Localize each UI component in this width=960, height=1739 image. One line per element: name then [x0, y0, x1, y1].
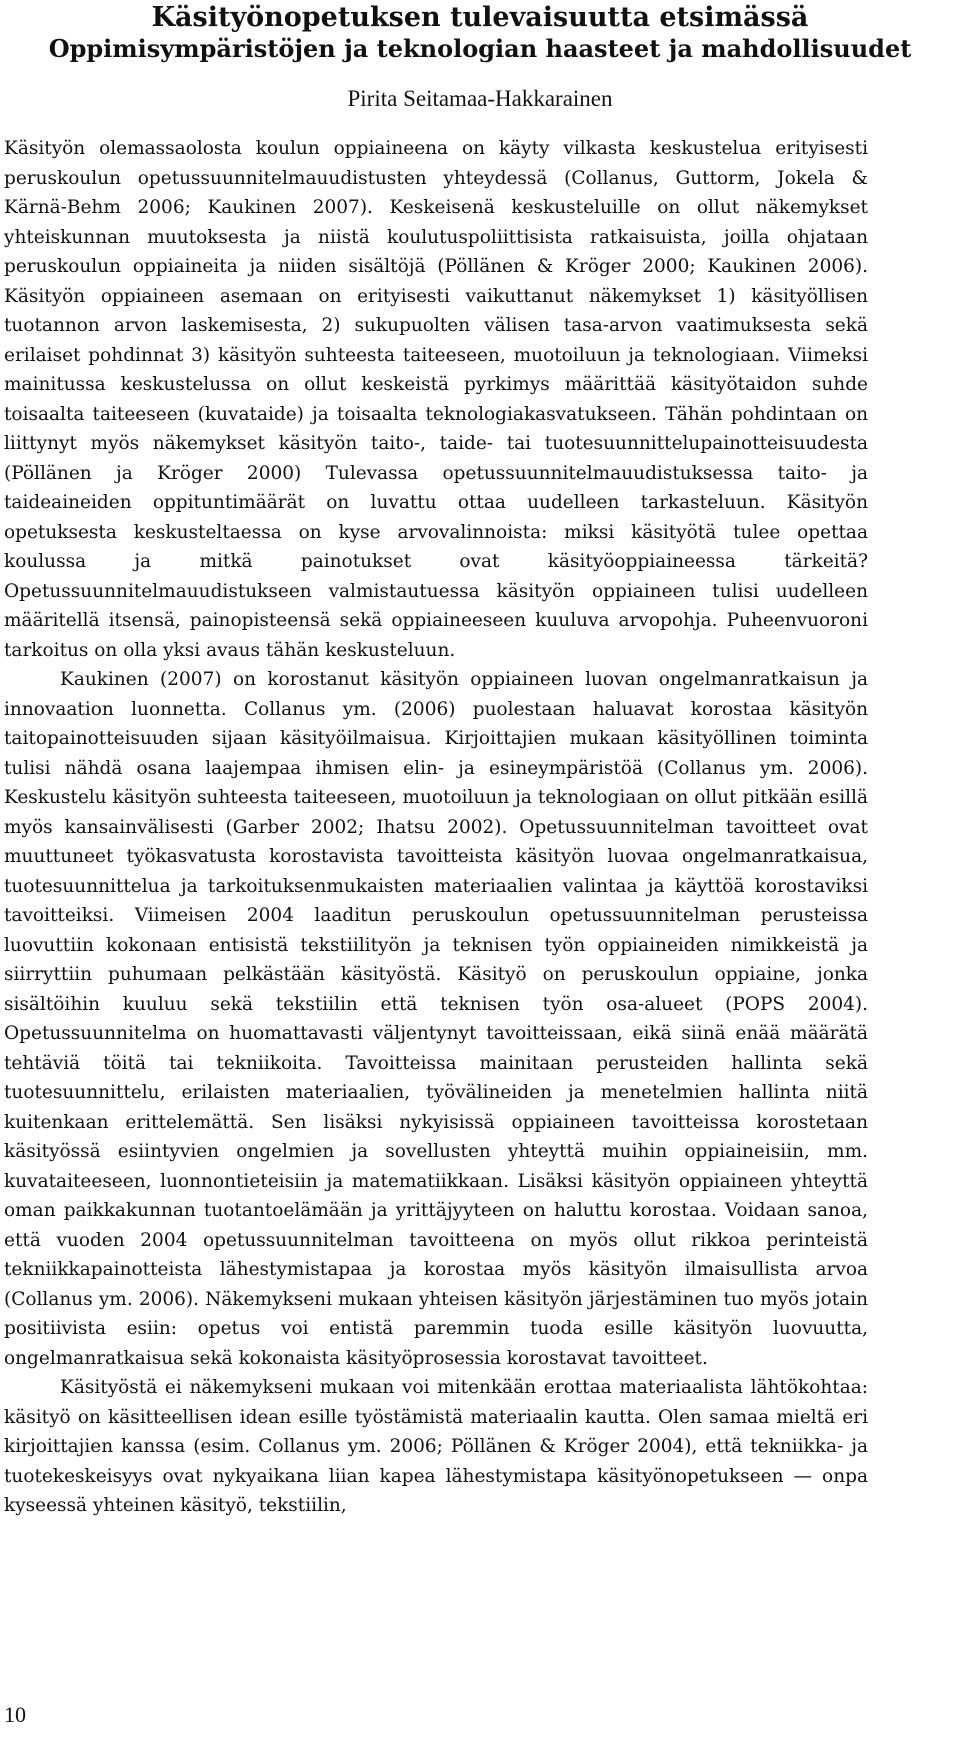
paragraph-2: Kaukinen (2007) on korostanut käsityön oppiaineen luovan ongelmanratkaisun ja innovaation luonnetta. Collanus ym. (2006) puolestaan haluavat korostaa käsityön taitopainotteisuuden sijaan käsityöilmaisua. Kirjoittajien mukaan käsityöllinen toiminta tulisi nähdä osana laajempaa ihmisen elin- ja esineympäristöä (Collanus ym. 2006). Keskustelu käsityön suhteesta taiteeseen, muotoiluun ja teknologiaan on ollut pitkään esillä myös kansainvälisesti (Garber 2002; Ihatsu 2002). Opetussuunnitelman tavoitteet ovat muuttuneet työkasvatusta korostavista tavoitteista käsityön luovaa ongelmanratkaisua, tuotesuunnittelua ja tarkoituksenmukaisten materiaalien valintaa ja käyttöä korostaviksi tavoitteiksi. Viimeisen 2004 laaditun peruskoulun opetussuunnitelman perusteissa luovuttiin kokonaan entisistä tekstiilityön ja teknisen työn oppiaineiden nimikkeistä ja siirryttiin puhumaan pelkästään käsityöstä. Käsityö on peruskoulun oppiaine, jonka sisältöihin kuuluu sekä tekstiilin että teknisen työn osa-alueet (POPS 2004). Opetussuunnitelma on huomattavasti väljentynyt tavoitteissaan, eikä siinä enää määrätä tehtäviä töitä tai tekniikoita. Tavoitteissa mainitaan perusteiden hallinta sekä tuotesuunnittelu, erilaisten materiaalien, työvälineiden ja menetelmien hallinta niitä kuitenkaan erittelemättä. Sen lisäksi nykyisissä oppiaineen tavoitteissa korostetaan käsityössä esiintyvien ongelmien ja sovellusten yhteyttä muihin oppiaineisiin, mm. kuvataiteeseen, luonnontieteisiin ja matematiikkaan. Lisäksi käsityön oppiaineen yhteyttä oman paikkakunnan tuotantoelämään ja yrittäjyyteen on haluttu korostaa. Voidaan sanoa, että vuoden 2004 opetussuunnitelman tavoitteena on myös ollut rikkoa perinteistä tekniikkapainotteista lähestymistapaa ja korostaa myös käsityön ilmaisullista arvoa (Collanus ym. 2006). Näkemykseni mukaan yhteisen käsityön järjestäminen tuo myös jotain positiivista esiin: opetus voi entistä paremmin tuoda esille käsityön luovuutta, ongelmanratkaisua sekä kokonaista käsityöprosessia korostavat tavoitteet.: [4, 669, 868, 1369]
paragraph-1: Käsityön olemassaolosta koulun oppiaineena on käyty vilkasta keskustelua erityisesti peruskoulun opetussuunnitelmauudistusten yhteydessä (Collanus, Guttorm, Jokela & Kärnä-Behm 2006; Kaukinen 2007). Keskeisenä keskusteluille on ollut näkemykset yhteiskunnan muutoksesta ja niistä koulutuspoliittisista ratkaisuista, joilla ohjataan peruskoulun oppiaineita ja niiden sisältöjä (Pöllänen & Kröger 2000; Kaukinen 2006). Käsityön oppiaineen asemaan on erityisesti vaikuttanut näkemykset 1) käsityöllisen tuotannon arvon laskemisesta, 2) sukupuolten välisen tasa-arvon vaatimuksesta sekä erilaiset pohdinnat 3) käsityön suhteesta taiteeseen, muotoiluun ja teknologiaan. Viimeksi mainitussa keskustelussa on ollut keskeistä pyrkimys määrittää käsityötaidon suhde toisaalta taiteeseen (kuvataide) ja toisaalta teknologiakasvatukseen. Tähän pohdintaan on liittynyt myös näkemykset käsityön taito-, taide- tai tuotesuunnittelupainotteisuudesta (Pöllänen ja Kröger 2000) Tulevassa opetussuunnitelmauudistuksessa taito- ja taideaineiden oppituntimäärät on luvattu ottaa uudelleen tarkasteluun. Käsityön opetuksesta keskusteltaessa on kyse arvovalinnoista: miksi käsityötä tulee opettaa koulussa ja mitkä painotukset ovat käsityöoppiaineessa tärkeitä? Opetussuunnitelmauudistukseen valmistautuessa käsityön oppiaineen tulisi uudelleen määritellä itsensä, painopisteensä sekä oppiaineeseen kuuluva arvopohja. Puheenvuoroni tarkoitus on olla yksi avaus tähän keskusteluun.: [4, 138, 868, 661]
page-number: 10: [4, 1702, 26, 1727]
body-text: [4, 134, 868, 1521]
page-title: Käsityönopetuksen tulevaisuutta etsimässä: [151, 2, 809, 33]
author-name: Pirita Seitamaa-Hakkarainen: [347, 86, 613, 111]
page-subtitle: Oppimisympäristöjen ja teknologian haasteet ja mahdollisuudet: [48, 34, 912, 63]
paragraph-3: Käsityöstä ei näkemykseni mukaan voi mitenkään erottaa materiaalista lähtökohtaa: käsityö on käsitteellisen idean esille työstämistä materiaalin kautta. Olen samaa mieltä eri kirjoittajien kanssa (esim. Collanus ym. 2006; Pöllänen & Kröger 2004), että tekniikka- ja tuotekeskeisyys ovat nykyaikana liian kapea lähestymistapa käsityönopetukseen — onpa kyseessä yhteinen käsityö, tekstiilin,: [4, 1377, 868, 1516]
